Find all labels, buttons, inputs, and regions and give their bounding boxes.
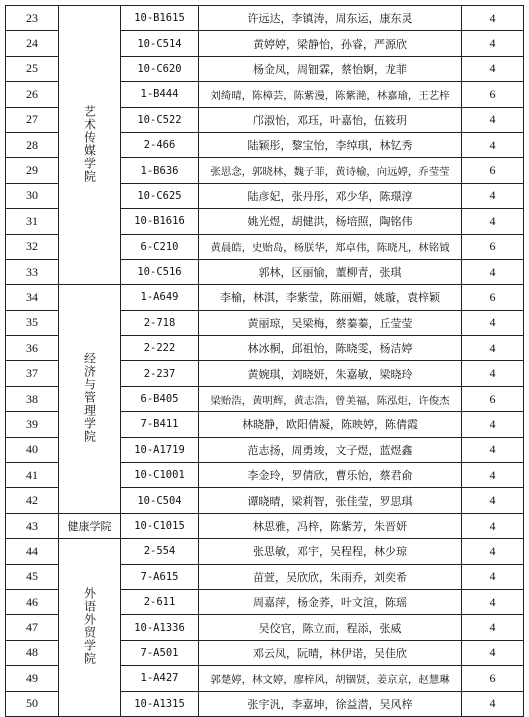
room-code: 10-B1616 — [121, 209, 199, 234]
student-count: 4 — [462, 6, 524, 31]
row-number: 41 — [6, 463, 59, 488]
student-count: 4 — [462, 691, 524, 716]
student-names: 陆彦妃，张丹彤，邓少华，陈璟淳 — [199, 183, 462, 208]
student-count: 4 — [462, 183, 524, 208]
student-count: 4 — [462, 132, 524, 157]
student-names: 姚光煜，胡健洪，杨培照，陶铭伟 — [199, 209, 462, 234]
room-code: 10-C620 — [121, 56, 199, 81]
student-count: 4 — [462, 56, 524, 81]
student-names: 林思雅，冯梓，陈紫芳，朱晋妍 — [199, 513, 462, 538]
student-names: 吴佼官，陈立而，程添，张威 — [199, 615, 462, 640]
room-code: 10-C504 — [121, 488, 199, 513]
row-number: 43 — [6, 513, 59, 538]
room-code: 2-222 — [121, 336, 199, 361]
row-number: 30 — [6, 183, 59, 208]
room-code: 1-B636 — [121, 158, 199, 183]
row-number: 38 — [6, 386, 59, 411]
row-number: 29 — [6, 158, 59, 183]
row-number: 31 — [6, 209, 59, 234]
student-count: 6 — [462, 82, 524, 107]
student-names: 刘绮晴，陈樟芸，陈紫漫，陈紫滟，林嘉瑜，王艺梓 — [199, 82, 462, 107]
room-code: 6-B405 — [121, 386, 199, 411]
room-code: 10-A1719 — [121, 437, 199, 462]
student-count: 6 — [462, 158, 524, 183]
student-names: 许远达，李镇涛，周东运，康东灵 — [199, 6, 462, 31]
room-code: 2-718 — [121, 310, 199, 335]
room-code: 10-C625 — [121, 183, 199, 208]
room-code: 2-554 — [121, 539, 199, 564]
row-number: 34 — [6, 285, 59, 310]
room-code: 10-C1015 — [121, 513, 199, 538]
student-count: 4 — [462, 259, 524, 284]
row-number: 50 — [6, 691, 59, 716]
row-number: 42 — [6, 488, 59, 513]
student-count: 4 — [462, 539, 524, 564]
college-name: 外语外贸学院 — [82, 587, 97, 666]
student-names: 郭林，区丽愉，董柳青，张琪 — [199, 259, 462, 284]
student-count: 4 — [462, 361, 524, 386]
student-count: 4 — [462, 412, 524, 437]
table-row — [6, 6, 524, 31]
student-count: 4 — [462, 589, 524, 614]
row-number: 49 — [6, 666, 59, 691]
table-row — [6, 539, 524, 564]
table-row — [6, 513, 524, 538]
dormitory-assignment-table — [5, 5, 524, 717]
room-code: 1-A427 — [121, 666, 199, 691]
student-count: 4 — [462, 336, 524, 361]
student-names: 张思敏，邓宇，吴程程，林少琼 — [199, 539, 462, 564]
student-names: 黄婷婷，梁静怡，孙睿，严源欣 — [199, 31, 462, 56]
row-number: 35 — [6, 310, 59, 335]
student-count: 4 — [462, 310, 524, 335]
row-number: 27 — [6, 107, 59, 132]
student-names: 苗萱，吴欣欣，朱雨乔，刘奕希 — [199, 564, 462, 589]
room-code: 2-466 — [121, 132, 199, 157]
room-code: 10-A1315 — [121, 691, 199, 716]
student-names: 张宇汎，李嘉坤，徐益潜，吴风梓 — [199, 691, 462, 716]
room-code: 1-A649 — [121, 285, 199, 310]
room-code: 7-A615 — [121, 564, 199, 589]
room-code: 10-C516 — [121, 259, 199, 284]
student-names: 周嘉萍，杨金荞，叶文渲，陈瑶 — [199, 589, 462, 614]
room-code: 7-B411 — [121, 412, 199, 437]
college-cell-arts — [59, 6, 121, 285]
college-cell-health — [59, 513, 121, 538]
student-names: 黄晨皓，史贻岛，杨朕华，郑卓伟，陈晓凡，林铭钺 — [199, 234, 462, 259]
student-names: 范志扬，周勇竣，文子煜，蓝煜鑫 — [199, 437, 462, 462]
row-number: 37 — [6, 361, 59, 386]
row-number: 33 — [6, 259, 59, 284]
college-cell-econ — [59, 285, 121, 514]
student-count: 4 — [462, 209, 524, 234]
student-names: 黄丽琼，吴梁梅，蔡蓁蓁，丘莹莹 — [199, 310, 462, 335]
row-number: 47 — [6, 615, 59, 640]
student-names: 郭楚婷，林文婷，廖梓风，胡锢贤，姜京京，赵慧琳 — [199, 666, 462, 691]
room-code: 10-A1336 — [121, 615, 199, 640]
row-number: 39 — [6, 412, 59, 437]
student-names: 李金玲，罗倩欣，曹乐怡，蔡君俞 — [199, 463, 462, 488]
table-row — [6, 285, 524, 310]
room-code: 10-C1001 — [121, 463, 199, 488]
student-count: 6 — [462, 285, 524, 310]
student-names: 杨金凤，周钿霖，蔡怡婀，龙菲 — [199, 56, 462, 81]
row-number: 45 — [6, 564, 59, 589]
row-number: 25 — [6, 56, 59, 81]
row-number: 32 — [6, 234, 59, 259]
student-names: 梁贻浩，黄明辉，黄志浩，曾美福，陈泓炬，许俊杰 — [199, 386, 462, 411]
college-name: 艺术传媒学院 — [82, 104, 97, 183]
row-number: 24 — [6, 31, 59, 56]
student-count: 6 — [462, 386, 524, 411]
student-count: 4 — [462, 513, 524, 538]
student-names: 林晓静，欧阳倩凝，陈映婷，陈倩霞 — [199, 412, 462, 437]
room-code: 2-237 — [121, 361, 199, 386]
student-names: 邝淑怡，邓珏，叶嘉怡，伍筱玥 — [199, 107, 462, 132]
college-name: 经济与管理学院 — [82, 352, 97, 444]
student-count: 4 — [462, 463, 524, 488]
student-count: 4 — [462, 564, 524, 589]
student-count: 4 — [462, 437, 524, 462]
row-number: 40 — [6, 437, 59, 462]
student-names: 张思念，郭晓林，魏子菲，黄诗榆，向远婷，乔莹莹 — [199, 158, 462, 183]
student-count: 4 — [462, 488, 524, 513]
row-number: 26 — [6, 82, 59, 107]
student-count: 6 — [462, 234, 524, 259]
room-code: 7-A501 — [121, 640, 199, 665]
student-names: 陆颖彤，黎宝怡，李绰琪，林钇秀 — [199, 132, 462, 157]
student-names: 黄婉琪，刘晓妍，朱嘉敏，梁晓玲 — [199, 361, 462, 386]
row-number: 28 — [6, 132, 59, 157]
room-code: 10-C514 — [121, 31, 199, 56]
student-names: 谭晓晴，梁莉智，张佳莹，罗思琪 — [199, 488, 462, 513]
student-count: 4 — [462, 615, 524, 640]
student-names: 林冰桐，邱祖怡，陈晓雯，杨洁婷 — [199, 336, 462, 361]
student-count: 6 — [462, 666, 524, 691]
room-code: 6-C210 — [121, 234, 199, 259]
row-number: 36 — [6, 336, 59, 361]
student-names: 李榆，林淇，李紫莹，陈丽媚，姚璇，袁梓颖 — [199, 285, 462, 310]
college-cell-lang — [59, 539, 121, 717]
student-count: 4 — [462, 107, 524, 132]
student-count: 4 — [462, 640, 524, 665]
student-names: 邓云凤，阮晴，林伊诺，吴佳欣 — [199, 640, 462, 665]
college-name: 健康学院 — [67, 520, 112, 533]
row-number: 48 — [6, 640, 59, 665]
room-code: 10-B1615 — [121, 6, 199, 31]
student-count: 4 — [462, 31, 524, 56]
room-code: 1-B444 — [121, 82, 199, 107]
room-code: 2-611 — [121, 589, 199, 614]
row-number: 23 — [6, 6, 59, 31]
row-number: 46 — [6, 589, 59, 614]
row-number: 44 — [6, 539, 59, 564]
room-code: 10-C522 — [121, 107, 199, 132]
